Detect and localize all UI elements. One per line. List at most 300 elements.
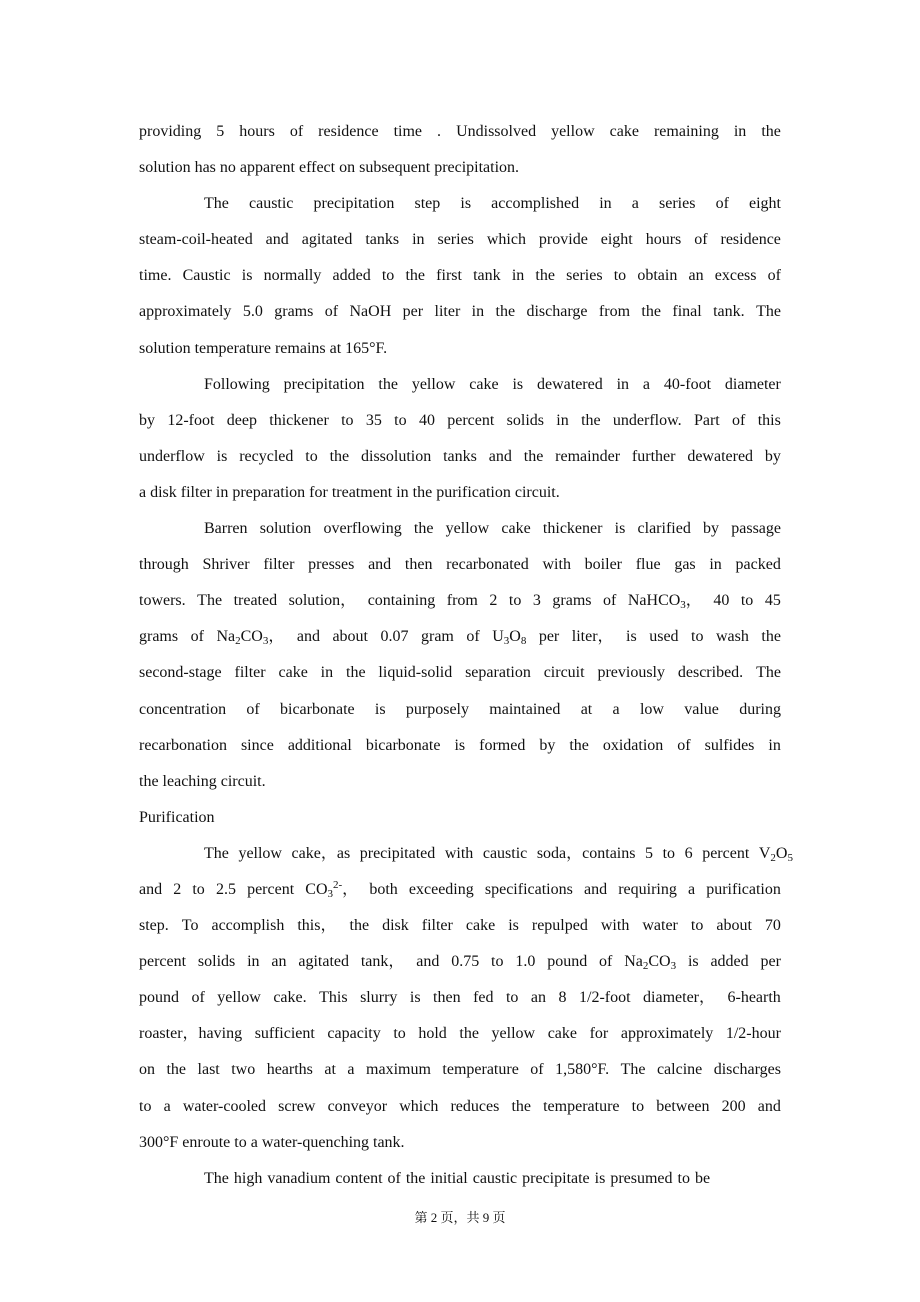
word: in xyxy=(320,664,334,682)
word: of xyxy=(191,989,205,1007)
word: in xyxy=(511,267,525,285)
word: 40 xyxy=(418,411,435,429)
word: the xyxy=(511,1097,531,1115)
text-line xyxy=(139,872,781,908)
word: a disk filter in preparation for treatment in the purification circuit. xyxy=(139,483,560,501)
word: thickener xyxy=(542,520,603,538)
word: diameter xyxy=(724,375,781,393)
word: screw xyxy=(278,1097,316,1115)
word: approximately xyxy=(620,1025,714,1043)
word: yellow xyxy=(551,123,595,140)
word: of xyxy=(603,592,617,610)
word: series xyxy=(437,231,474,249)
word: Barren xyxy=(204,520,248,538)
word: reduces xyxy=(450,1097,500,1115)
word: 5 xyxy=(645,844,654,862)
word: 2 xyxy=(489,592,498,610)
word: the leaching circuit. xyxy=(139,772,266,790)
text-line xyxy=(139,944,781,980)
word: yellow xyxy=(445,520,490,538)
word: by xyxy=(539,736,556,754)
word: to xyxy=(691,628,704,646)
text-line xyxy=(139,692,781,728)
word: residence xyxy=(318,123,379,140)
word: formed xyxy=(479,736,526,754)
word: 12-foot xyxy=(167,411,215,429)
word: pound xyxy=(139,989,179,1007)
word: percent xyxy=(702,844,750,862)
word: recarbonated xyxy=(446,556,529,574)
word: caustic xyxy=(248,195,294,213)
word: discharge xyxy=(526,303,588,321)
word: is xyxy=(687,953,699,971)
word: per xyxy=(760,953,781,971)
word: presumed xyxy=(610,1169,673,1187)
word: sufficient xyxy=(254,1025,315,1043)
word: The xyxy=(197,592,223,610)
word: underflow xyxy=(139,447,205,465)
word: specifications xyxy=(484,880,573,898)
word: sulfides xyxy=(704,736,755,754)
word: remainder xyxy=(555,447,621,465)
word: is xyxy=(626,628,637,646)
word: underflow. xyxy=(612,411,682,429)
text-line xyxy=(139,150,781,186)
text-line xyxy=(139,908,781,944)
word: tank， xyxy=(360,953,405,971)
word: a xyxy=(163,1097,171,1115)
word: dewatered xyxy=(687,447,754,465)
word: liquid-solid xyxy=(378,664,453,682)
word: in xyxy=(768,736,781,754)
word: during xyxy=(739,700,781,718)
word: 70 xyxy=(764,917,781,935)
text-line xyxy=(139,222,781,258)
word: tank xyxy=(473,267,501,285)
word: the xyxy=(581,411,601,429)
word: vanadium xyxy=(267,1169,331,1187)
word: in xyxy=(616,375,630,393)
word: between xyxy=(656,1097,710,1115)
word: of xyxy=(387,1169,401,1187)
word: of xyxy=(289,123,304,140)
text-line xyxy=(139,258,781,294)
word: overflowing xyxy=(323,520,402,538)
word: percent xyxy=(247,880,295,898)
word: then xyxy=(404,556,433,574)
word: flue xyxy=(635,556,661,574)
word: $Na_2CO_3$ xyxy=(624,953,677,973)
word: circuit xyxy=(543,664,585,682)
word: 8 xyxy=(558,989,567,1007)
word: of xyxy=(466,628,480,646)
word: at xyxy=(580,700,593,718)
text-line xyxy=(139,583,781,619)
word: concentration xyxy=(139,700,227,718)
word: of xyxy=(324,303,339,321)
word: discharges xyxy=(713,1061,781,1079)
word: the xyxy=(459,1025,479,1043)
word: with xyxy=(542,556,571,574)
word: and xyxy=(139,880,163,898)
word: to xyxy=(341,411,354,429)
word: Part xyxy=(693,411,720,429)
word: in xyxy=(709,556,722,574)
word: bicarbonate xyxy=(365,736,441,754)
word: to xyxy=(491,953,504,971)
word: dewatered xyxy=(536,375,603,393)
word: is xyxy=(460,195,472,213)
word: caustic xyxy=(472,1169,518,1187)
word: tanks xyxy=(443,447,477,465)
word: filter xyxy=(263,556,295,574)
word: series xyxy=(566,267,603,285)
word: solution， xyxy=(288,592,357,610)
word: by xyxy=(703,520,720,538)
word: pound xyxy=(547,953,588,971)
word: of xyxy=(767,267,781,285)
word: is xyxy=(508,917,519,935)
word: conveyor xyxy=(327,1097,388,1115)
word: steam-coil-heated xyxy=(139,231,253,249)
word: cake xyxy=(501,520,531,538)
word: content xyxy=(335,1169,383,1187)
word: This xyxy=(319,989,348,1007)
word: soda，contains xyxy=(536,844,636,862)
word: is xyxy=(614,520,626,538)
word: 3 xyxy=(532,592,541,610)
word: excess xyxy=(714,267,757,285)
word: thickener xyxy=(269,411,329,429)
word: of xyxy=(530,1061,544,1079)
word: approximately xyxy=(139,303,232,321)
word: 2 xyxy=(173,880,182,898)
word: of xyxy=(190,628,204,646)
word: remaining xyxy=(653,123,719,140)
page-footer: 第 2 页，共 9 页 xyxy=(414,1210,506,1225)
word: for xyxy=(589,1025,609,1043)
word: exceeding xyxy=(408,880,474,898)
word: solution xyxy=(259,520,312,538)
word: is xyxy=(594,1169,606,1187)
word: The xyxy=(756,664,781,682)
word: per xyxy=(402,303,424,321)
word: clarified xyxy=(637,520,691,538)
word: fed xyxy=(473,989,494,1007)
word: step. xyxy=(139,917,169,935)
word: Following xyxy=(204,375,270,393)
word: of xyxy=(246,700,260,718)
word: the xyxy=(761,123,781,140)
word: added xyxy=(710,953,749,971)
word: Caustic xyxy=(182,267,231,285)
word: roaster，having xyxy=(139,1025,243,1043)
word: to xyxy=(613,267,627,285)
word: a xyxy=(631,195,639,213)
word: normally xyxy=(263,267,322,285)
word: containing xyxy=(367,592,436,610)
word: 0.07 xyxy=(380,628,409,646)
word: last xyxy=(197,1061,220,1079)
word: by xyxy=(139,411,155,429)
word: grams xyxy=(274,303,314,321)
word: to xyxy=(508,592,522,610)
word: presses xyxy=(308,556,355,574)
word: of xyxy=(694,231,708,249)
word: yellow xyxy=(411,375,456,393)
word: yellow xyxy=(238,844,282,862)
section-heading xyxy=(139,800,781,836)
word: 35 xyxy=(365,411,382,429)
word: time. xyxy=(139,267,172,285)
word: in xyxy=(471,303,485,321)
word: $Na_2CO_3$， xyxy=(216,628,285,648)
word: is xyxy=(216,447,228,465)
word: the xyxy=(495,303,516,321)
word: accomplished xyxy=(491,195,580,213)
word: yellow xyxy=(491,1025,536,1043)
word: to xyxy=(192,880,205,898)
word: solids xyxy=(506,411,544,429)
word: Undissolved xyxy=(456,123,537,140)
word: cake xyxy=(547,1025,577,1043)
text-line xyxy=(139,367,781,403)
word: precipitated xyxy=(359,844,436,862)
word: through xyxy=(139,556,189,574)
word: purification xyxy=(706,880,781,898)
text-line xyxy=(139,1125,781,1161)
word: since xyxy=(240,736,274,754)
word: NaOH xyxy=(349,303,392,321)
word: to xyxy=(631,1097,645,1115)
word: previously xyxy=(597,664,665,682)
word: cake xyxy=(465,917,496,935)
word: 5.0 xyxy=(242,303,263,321)
word: to xyxy=(677,1169,690,1187)
word: 200 xyxy=(721,1097,746,1115)
word: is xyxy=(374,700,386,718)
word: solution temperature remains at 165°F. xyxy=(139,339,388,357)
word: gas xyxy=(674,556,696,574)
word: slurry xyxy=(360,989,398,1007)
word: cake xyxy=(609,123,639,140)
word: high xyxy=(233,1169,263,1187)
word: described. xyxy=(677,664,744,682)
text-line xyxy=(139,403,781,439)
word: is xyxy=(241,267,253,285)
word: the xyxy=(329,447,350,465)
word: packed xyxy=(735,556,781,574)
word: dissolution xyxy=(361,447,432,465)
word: by xyxy=(764,447,781,465)
word: this xyxy=(757,411,781,429)
text-line xyxy=(139,1016,781,1052)
text-line xyxy=(139,439,781,475)
word: and xyxy=(368,556,392,574)
text-line xyxy=(139,511,781,547)
word: The xyxy=(620,1061,646,1079)
word: and xyxy=(757,1097,781,1115)
word: agitated xyxy=(301,231,353,249)
word: The xyxy=(204,844,229,862)
word: 5 xyxy=(216,123,225,140)
word: is xyxy=(512,375,524,393)
word: to xyxy=(393,1025,406,1043)
word: the xyxy=(378,375,398,393)
word: 1/2-foot xyxy=(579,989,631,1007)
word: both xyxy=(369,880,398,898)
word: repulped xyxy=(531,917,588,935)
word: liter xyxy=(434,303,461,321)
word: diameter， xyxy=(643,989,716,1007)
text-line xyxy=(139,1052,781,1088)
word: 6-hearth xyxy=(727,989,781,1007)
word: bicarbonate xyxy=(280,700,355,718)
word: to xyxy=(505,989,519,1007)
word: a xyxy=(347,1061,355,1079)
word: 45 xyxy=(764,592,781,610)
word: initial xyxy=(430,1169,468,1187)
word: yellow xyxy=(217,989,261,1007)
text-line xyxy=(139,114,781,150)
word: be xyxy=(694,1169,711,1187)
word: to xyxy=(662,844,676,862)
word: per xyxy=(538,628,560,646)
text-line xyxy=(139,655,781,691)
word: wash xyxy=(716,628,749,646)
word: of xyxy=(732,411,746,429)
word: from xyxy=(598,303,631,321)
word: on xyxy=(139,1061,155,1079)
word: cake. xyxy=(273,989,307,1007)
word: time xyxy=(393,123,423,140)
word: 0.75 xyxy=(451,953,480,971)
word: to xyxy=(394,411,407,429)
word: in xyxy=(556,411,569,429)
word: filter xyxy=(421,917,453,935)
word: to xyxy=(690,917,704,935)
word: in xyxy=(599,195,612,213)
word: cake，as xyxy=(291,844,351,862)
word: final xyxy=(672,303,702,321)
word: maximum xyxy=(366,1061,431,1079)
word: disk xyxy=(382,917,409,935)
word: calcine xyxy=(656,1061,703,1079)
word: precipitation xyxy=(313,195,395,213)
word: the xyxy=(405,267,426,285)
word: filter xyxy=(234,664,266,682)
word: hearths xyxy=(266,1061,313,1079)
word: then xyxy=(433,989,461,1007)
word: used xyxy=(649,628,679,646)
word: the xyxy=(641,303,661,321)
text-line xyxy=(139,475,781,511)
word: a xyxy=(612,700,620,718)
word: with xyxy=(600,917,630,935)
word: the xyxy=(349,917,370,935)
word: is xyxy=(454,736,466,754)
text-line xyxy=(139,764,781,800)
word: . xyxy=(437,123,442,140)
word: 6 xyxy=(684,844,693,862)
word: two xyxy=(231,1061,256,1079)
word: about xyxy=(332,628,368,646)
word: the xyxy=(413,520,434,538)
word: temperature xyxy=(442,1061,519,1079)
word: precipitate xyxy=(522,1169,590,1187)
word: towers. xyxy=(139,592,186,610)
word: of xyxy=(715,195,729,213)
word: deep xyxy=(226,411,257,429)
word: first xyxy=(436,267,462,285)
word: solids xyxy=(197,953,236,971)
word: caustic xyxy=(482,844,528,862)
word: maintained xyxy=(489,700,561,718)
word: treated xyxy=(233,592,278,610)
text-line xyxy=(139,547,781,583)
word: water xyxy=(642,917,678,935)
word: an xyxy=(530,989,547,1007)
text-line xyxy=(139,980,781,1016)
word: in xyxy=(733,123,747,140)
word: of xyxy=(599,953,613,971)
text-line xyxy=(139,728,781,764)
word: boiler xyxy=(584,556,622,574)
word: gram xyxy=(421,628,454,646)
text-line xyxy=(139,619,781,655)
word: low xyxy=(639,700,664,718)
text-line xyxy=(139,294,781,330)
word: The xyxy=(204,195,229,213)
word: and xyxy=(583,880,608,898)
word: $V_2O_5$ xyxy=(758,844,793,864)
word: the xyxy=(761,628,781,646)
word: from xyxy=(446,592,478,610)
word: providing xyxy=(139,123,202,140)
word: a xyxy=(642,375,651,393)
word: agitated xyxy=(298,953,349,971)
word: second-stage xyxy=(139,664,222,682)
word: $U_3O_8$ xyxy=(492,628,527,648)
word: the xyxy=(405,1169,426,1187)
word: and xyxy=(416,953,440,971)
word: 1,580°F. xyxy=(555,1061,610,1079)
word: 40-foot xyxy=(663,375,712,393)
word: NaHCO$_3$， xyxy=(627,592,702,612)
word: liter， xyxy=(571,628,614,646)
text-line xyxy=(139,1161,781,1197)
text-line xyxy=(139,186,781,222)
word: value xyxy=(684,700,719,718)
word: cake xyxy=(469,375,499,393)
word: added xyxy=(332,267,371,285)
word: the xyxy=(535,267,555,285)
word: hours xyxy=(645,231,682,249)
word: the xyxy=(569,736,589,754)
word: provide xyxy=(538,231,588,249)
word: hours xyxy=(239,123,275,140)
word: 40 xyxy=(713,592,730,610)
word: water-cooled xyxy=(182,1097,266,1115)
body-text xyxy=(139,114,793,1197)
word: to xyxy=(139,1097,152,1115)
word: the xyxy=(346,664,366,682)
word: requiring xyxy=(618,880,677,898)
word: about xyxy=(716,917,752,935)
word: The xyxy=(204,1169,229,1187)
word: 2.5 xyxy=(215,880,236,898)
word: in xyxy=(247,953,260,971)
